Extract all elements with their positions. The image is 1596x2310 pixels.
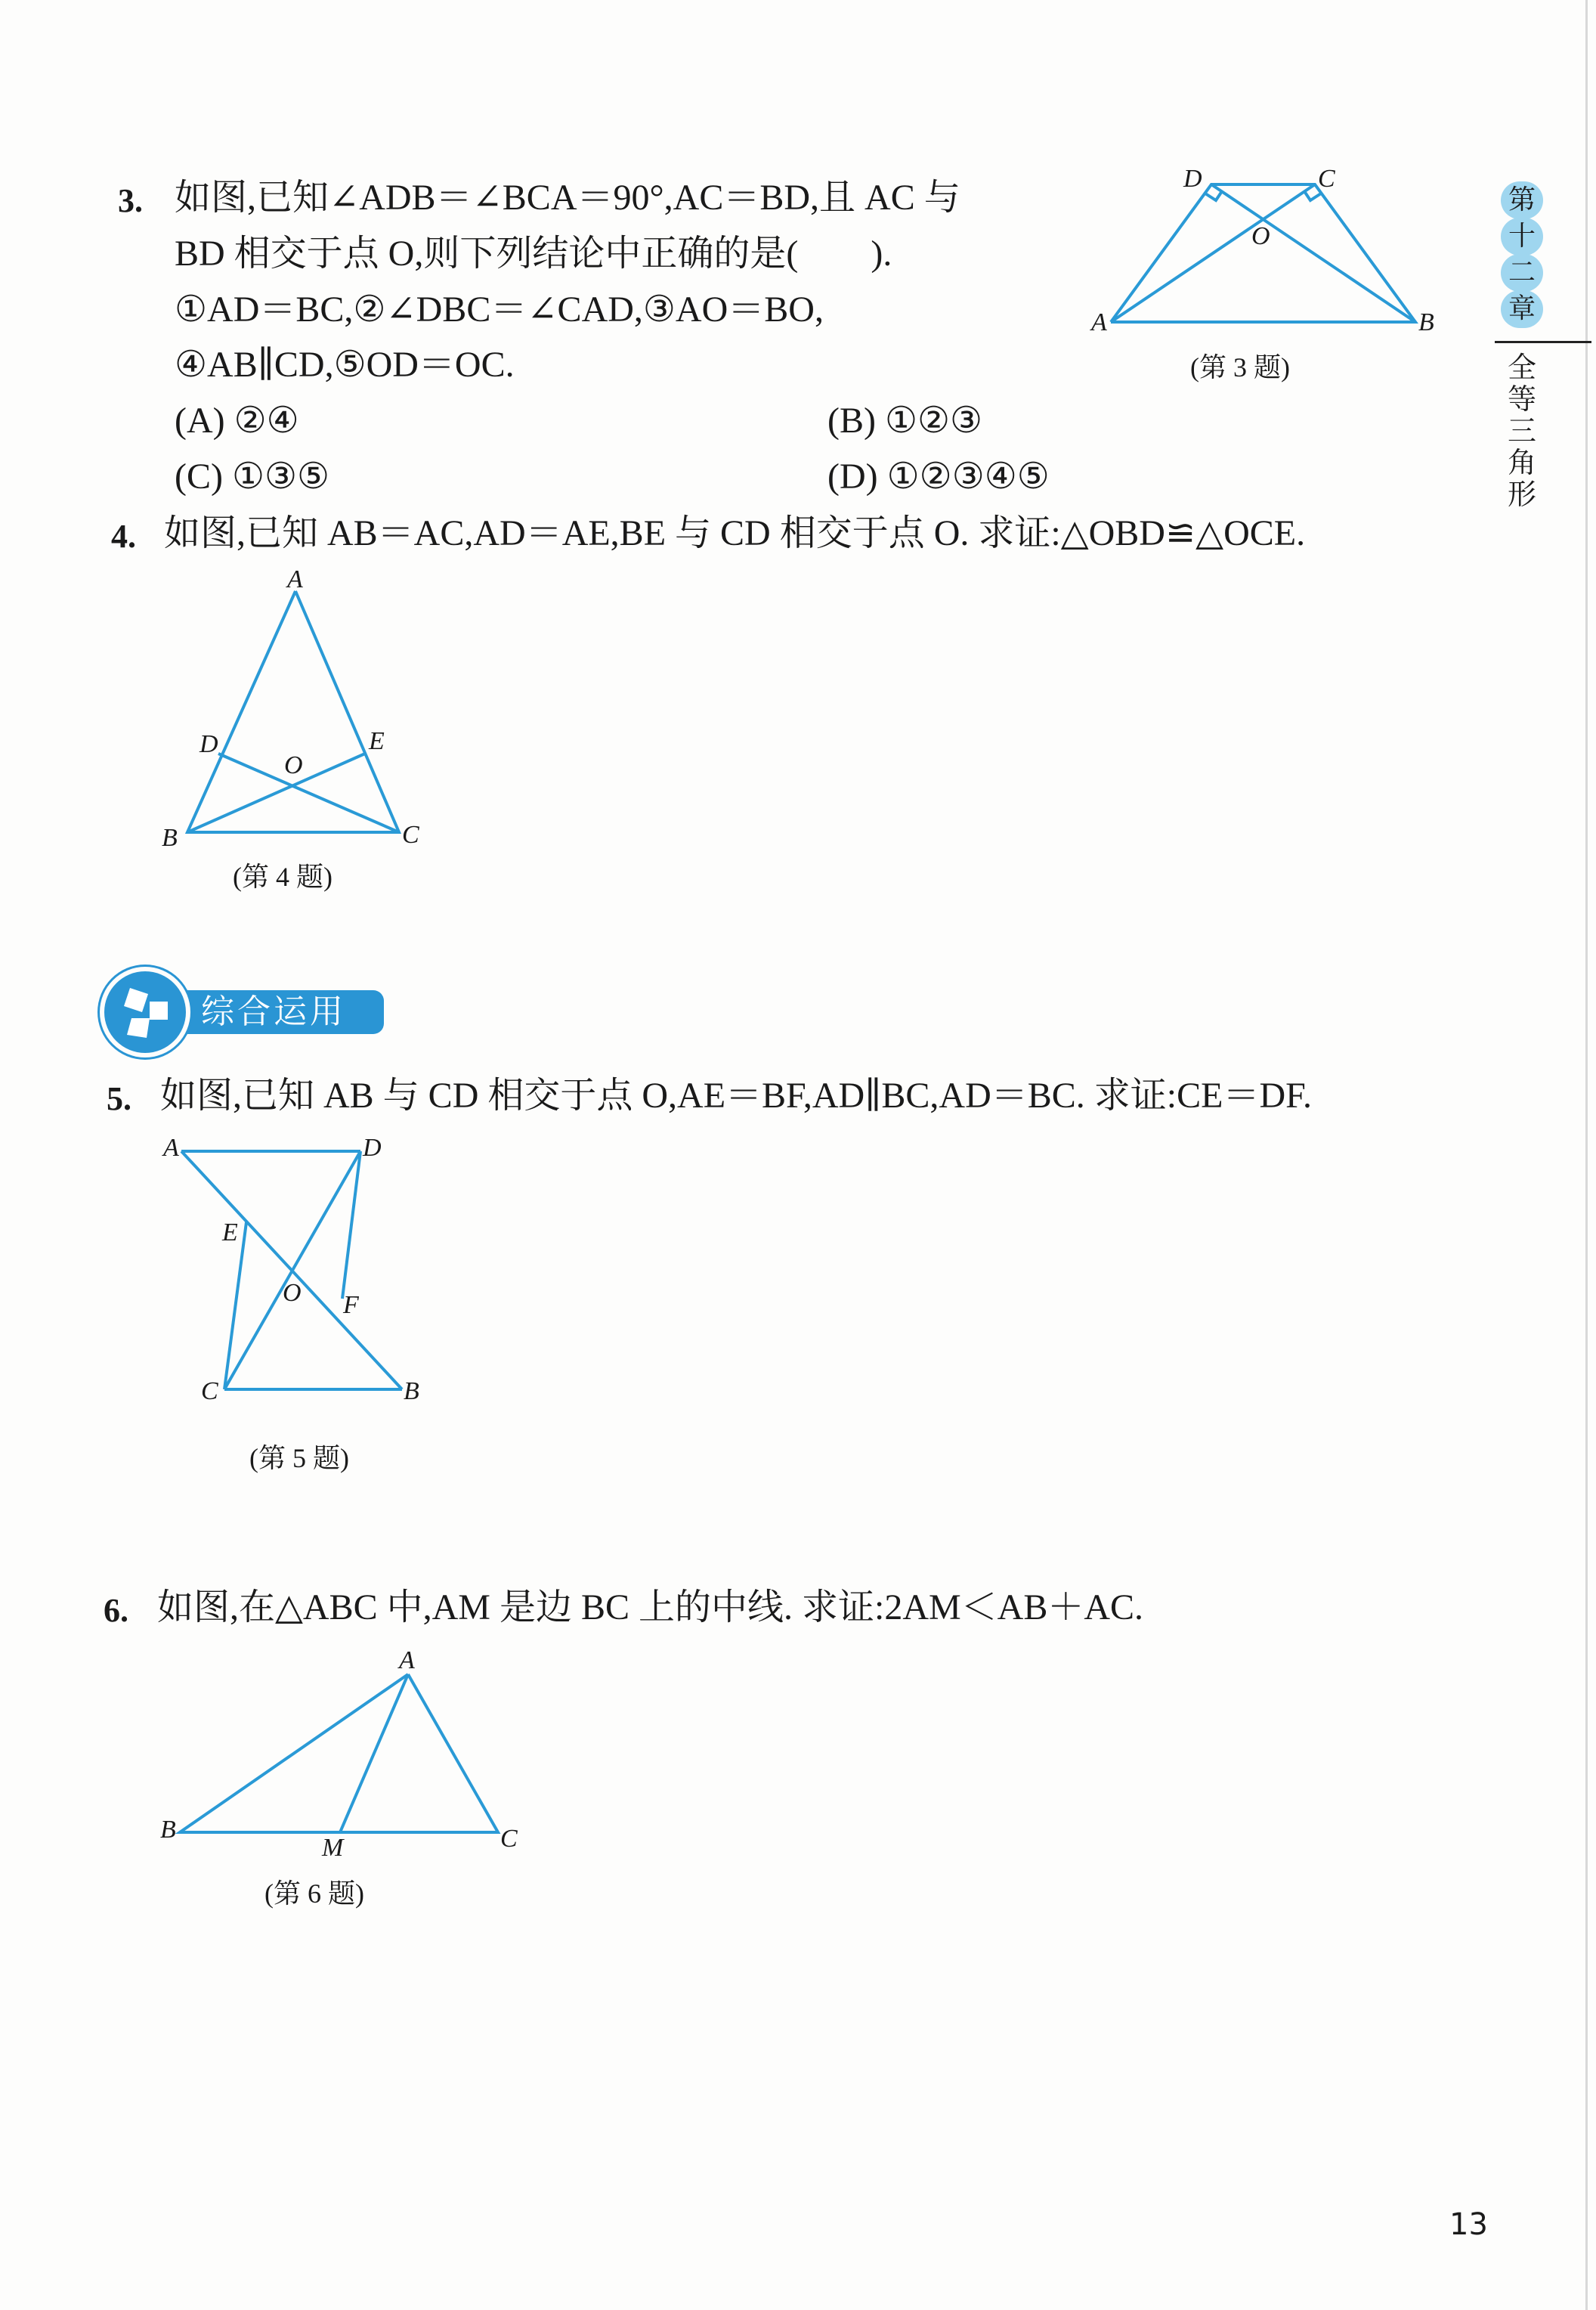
point-label: D	[200, 730, 218, 758]
question-number: 4.	[111, 518, 136, 555]
point-label: C	[402, 821, 419, 849]
chapter-title-char: 角	[1507, 446, 1536, 479]
question-text: 如图,在△ABC 中,AM 是边 BC 上的中线. 求证:2AM＜AB＋AC.	[157, 1587, 1144, 1627]
page-edge	[1585, 0, 1588, 2310]
chapter-char: 十	[1501, 218, 1543, 255]
point-label: B	[160, 1816, 176, 1844]
question-line: BD 相交于点 O,则下列结论中正确的是( ).	[175, 234, 892, 274]
chapter-title-char: 形	[1507, 478, 1536, 511]
question-line: 如图,已知∠ADB＝∠BCA＝90°,AC＝BD,且 AC 与	[175, 178, 960, 218]
point-label: A	[1091, 308, 1107, 336]
point-label: C	[500, 1825, 518, 1853]
page-number: 13	[1449, 2207, 1488, 2242]
point-label: C	[1318, 165, 1335, 193]
figure-caption: (第 6 题)	[264, 1878, 364, 1909]
option-c: (C) ①③⑤	[175, 457, 330, 497]
point-label: D	[1183, 165, 1202, 193]
question-text: 如图,已知 AB＝AC,AD＝AE,BE 与 CD 相交于点 O. 求证:△OBD≌△OCE.	[164, 513, 1306, 553]
figure-caption: (第 5 题)	[249, 1443, 349, 1473]
question-number: 6.	[104, 1592, 128, 1629]
pinwheel-icon	[104, 971, 186, 1053]
chapter-title-char: 三	[1507, 414, 1536, 447]
point-label: E	[222, 1218, 238, 1246]
point-label: B	[162, 824, 178, 852]
figure-caption: (第 4 题)	[233, 862, 332, 892]
point-label: D	[363, 1134, 382, 1162]
point-label: C	[201, 1377, 218, 1405]
chapter-char: 二	[1501, 254, 1543, 292]
chapter-title-char: 等	[1507, 382, 1536, 416]
point-label: O	[1251, 222, 1270, 250]
section-banner-label: 综合运用	[168, 990, 384, 1034]
question-number: 3.	[118, 182, 143, 219]
figure-3-lines	[1111, 184, 1415, 322]
question-text: 如图,已知 AB 与 CD 相交于点 O,AE＝BF,AD∥BC,AD＝BC. 求证:CE＝DF.	[160, 1076, 1312, 1116]
point-label: B	[404, 1377, 419, 1405]
figure-5-lines	[181, 1151, 402, 1389]
point-label: A	[163, 1134, 179, 1162]
question-number: 5.	[107, 1080, 131, 1117]
point-label: A	[287, 565, 303, 593]
option-a: (A) ②④	[175, 401, 299, 441]
figure-4-lines	[187, 591, 399, 832]
question-line: ①AD＝BC,②∠DBC＝∠CAD,③AO＝BO,	[175, 290, 824, 330]
point-label: E	[369, 727, 385, 755]
chapter-char: 章	[1501, 290, 1543, 328]
point-label: A	[399, 1646, 415, 1674]
point-label: O	[283, 1279, 302, 1307]
chapter-char: 第	[1501, 181, 1543, 219]
figure-6-lines	[180, 1674, 498, 1832]
chapter-title-char: 全	[1507, 351, 1536, 384]
option-d: (D) ①②③④⑤	[827, 457, 1050, 497]
question-line: ④AB∥CD,⑤OD＝OC.	[175, 345, 515, 385]
chapter-divider	[1495, 341, 1591, 343]
point-label: B	[1418, 308, 1434, 336]
point-label: F	[343, 1291, 359, 1319]
option-b: (B) ①②③	[827, 401, 983, 441]
point-label: O	[284, 751, 303, 779]
point-label: M	[322, 1834, 344, 1862]
figure-caption: (第 3 题)	[1190, 352, 1290, 382]
